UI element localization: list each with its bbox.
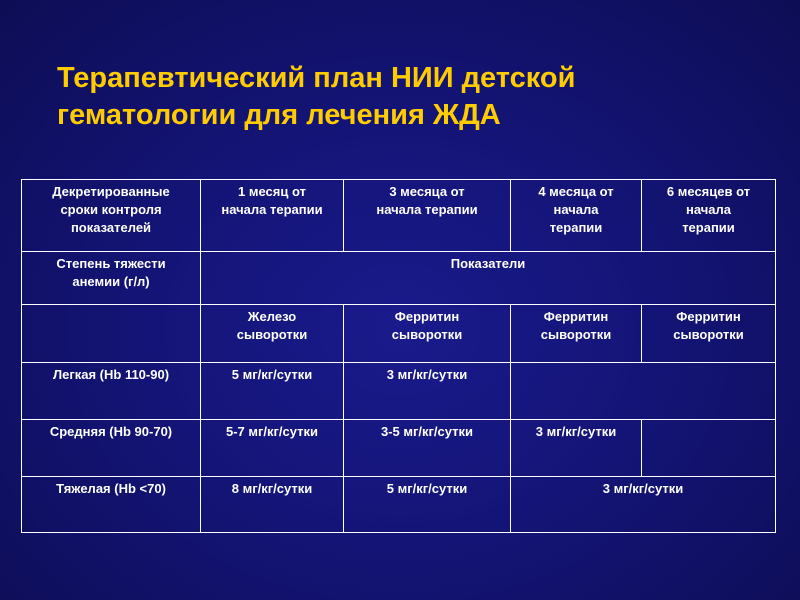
header-text-line: 3 месяца от <box>389 184 465 199</box>
header-text-line: терапии <box>549 220 603 235</box>
dose-cell-mild-4-6m <box>511 363 776 420</box>
header-text-line: начала терапии <box>221 202 323 217</box>
indicator-text-line: Железо <box>247 309 297 324</box>
indicator-cell-ferritin-6m <box>642 305 776 363</box>
dose-cell-severe-3m: 5 мг/кг/сутки <box>344 477 511 533</box>
header-cell-control-periods <box>22 180 201 252</box>
indicator-text-line: Ферритин <box>676 309 741 324</box>
title-line-1: Терапевтический план НИИ детской <box>57 62 576 94</box>
header-text-line: показателей <box>70 220 152 235</box>
table-row-mild <box>22 363 776 420</box>
indicator-cell-serum-iron <box>201 305 344 363</box>
indicators-header-cell: Показатели <box>201 252 776 305</box>
indicator-text-line: сыворотки <box>673 327 744 342</box>
dose-cell-severe-4-6m: 3 мг/кг/сутки <box>511 477 776 533</box>
indicator-text-line: сыворотки <box>391 327 463 342</box>
header-cell-1-month <box>201 180 344 252</box>
slide-title <box>57 60 757 134</box>
severity-label-line: анемии (г/л) <box>72 274 150 289</box>
indicator-cell-ferritin-3m <box>344 305 511 363</box>
header-cell-3-months <box>344 180 511 252</box>
header-text-line: начала терапии <box>376 202 478 217</box>
header-text-line: 6 месяцев от <box>666 184 751 199</box>
row-label-severe: Тяжелая (Hb <70) <box>22 477 201 533</box>
table-row-severe <box>22 477 776 533</box>
table-row-moderate <box>22 420 776 477</box>
header-text-line: Декретированные <box>52 184 170 199</box>
title-line-2: гематологии для лечения ЖДА <box>57 99 501 131</box>
header-text-line: начала <box>685 202 732 217</box>
indicator-text-line: сыворотки <box>540 327 612 342</box>
severity-row <box>22 252 776 305</box>
dose-cell-severe-1m: 8 мг/кг/сутки <box>201 477 344 533</box>
indicator-text-line: сыворотки <box>236 327 308 342</box>
indicator-empty-cell <box>22 305 201 363</box>
header-text-line: терапии <box>682 220 735 235</box>
indicator-text-line: Ферритин <box>543 309 609 324</box>
dose-cell-moderate-4m: 3 мг/кг/сутки <box>511 420 642 477</box>
indicator-text-line: Ферритин <box>394 309 460 324</box>
severity-label-line: Степень тяжести <box>56 256 166 271</box>
header-row <box>22 180 776 252</box>
row-label-moderate: Средняя (Hb 90-70) <box>22 420 201 477</box>
treatment-plan-table <box>21 179 776 533</box>
indicator-row <box>22 305 776 363</box>
severity-label-cell <box>22 252 201 305</box>
indicator-cell-ferritin-4m <box>511 305 642 363</box>
dose-cell-mild-3m: 3 мг/кг/сутки <box>344 363 511 420</box>
dose-cell-moderate-6m <box>642 420 776 477</box>
dose-cell-moderate-1m: 5-7 мг/кг/сутки <box>201 420 344 477</box>
header-text-line: 1 месяц от <box>238 184 306 199</box>
header-text-line: сроки контроля <box>60 202 162 217</box>
header-cell-6-months <box>642 180 776 252</box>
header-text-line: 4 месяца от <box>538 184 614 199</box>
header-cell-4-months <box>511 180 642 252</box>
dose-cell-moderate-3m: 3-5 мг/кг/сутки <box>344 420 511 477</box>
dose-cell-mild-1m: 5 мг/кг/сутки <box>201 363 344 420</box>
row-label-mild: Легкая (Hb 110-90) <box>22 363 201 420</box>
header-text-line: начала <box>553 202 599 217</box>
